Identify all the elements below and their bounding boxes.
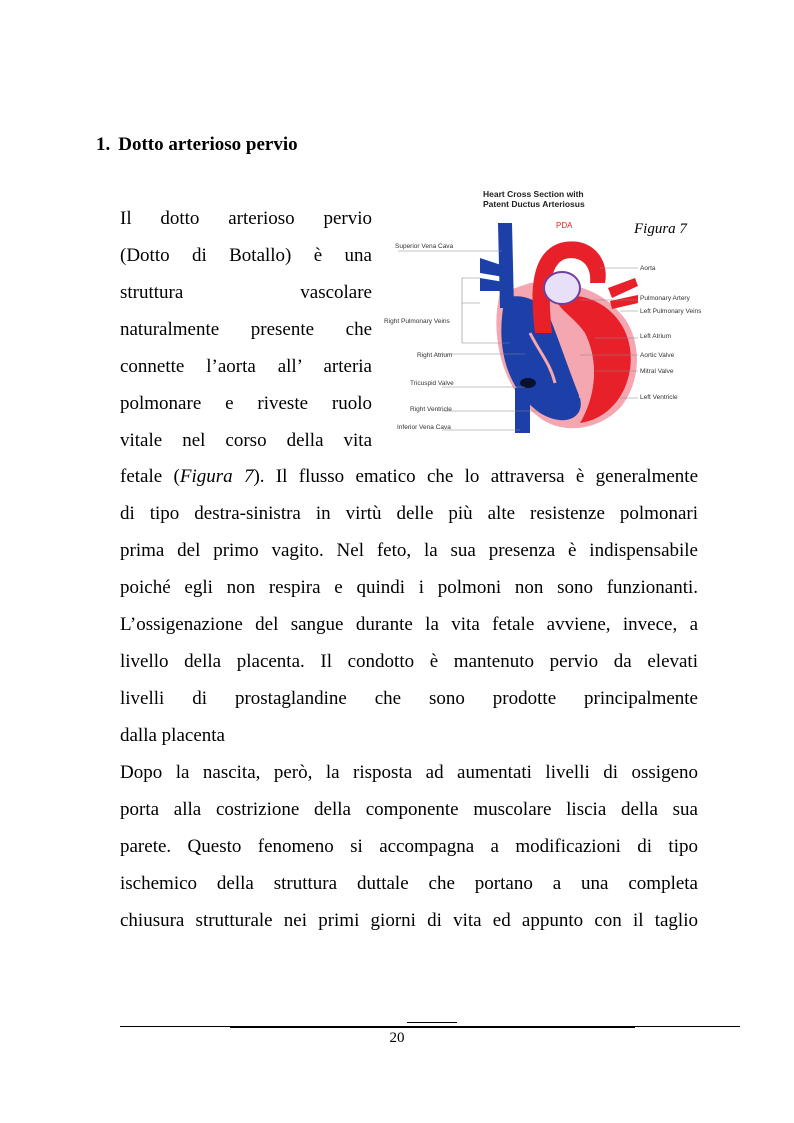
left-pulmonary-veins-shape (608, 278, 638, 309)
text-run: ). Il flusso ematico che lo attraversa è generalmente (253, 466, 698, 487)
section-title: Dotto arterioso pervio (118, 134, 298, 155)
figure-title-line1: Heart Cross Section with (483, 189, 584, 199)
paragraph-line: struttura vascolare (120, 282, 372, 303)
paragraph-line: connette l’aorta all’ arteria (120, 356, 372, 377)
paragraph-line: polmonare e riveste ruolo (120, 393, 372, 414)
paragraph-line: poiché egli non respira e quindi i polmoni non sono funzionanti. (120, 577, 698, 598)
figure-caption: Figura 7 (634, 221, 687, 237)
paragraph-line: naturalmente presente che (120, 319, 372, 340)
label-left-pulmonary-veins: Left Pulmonary Veins (640, 308, 702, 315)
section-number: 1. (96, 134, 111, 155)
paragraph-line: parete. Questo fenomeno si accompagna a modificazioni di tipo (120, 836, 698, 857)
paragraph-line: livello della placenta. Il condotto è mantenuto pervio da elevati (120, 651, 698, 672)
label-right-pulmonary-veins: Right Pulmonary Veins (384, 318, 450, 325)
paragraph-line: prima del primo vagito. Nel feto, la sua presenza è indispensabile (120, 540, 698, 561)
tricuspid-valve-shape (520, 378, 536, 388)
paragraph-line: porta alla costrizione della componente muscolare liscia della sua (120, 799, 698, 820)
paragraph-line: Il dotto arterioso pervio (120, 208, 372, 229)
paragraph-line: vitale nel corso della vita (120, 430, 372, 451)
paragraph-line: chiusura strutturale nei primi giorni di vita ed appunto con il taglio (120, 910, 698, 931)
paragraph-line: ischemico della struttura duttale che portano a una completa (120, 873, 698, 894)
paragraph-line (120, 466, 698, 488)
label-right-atrium: Right Atrium (417, 352, 453, 359)
label-aortic-valve: Aortic Valve (640, 352, 675, 359)
label-left-ventricle: Left Ventricle (640, 394, 678, 401)
paragraph-line: livelli di prostaglandine che sono prodotte principalmente (120, 688, 698, 709)
section-heading (96, 134, 298, 156)
footer-rule-thick (230, 1026, 635, 1028)
page-number: 20 (389, 1030, 405, 1046)
label-right-ventricle: Right Ventricle (410, 406, 452, 413)
pda-label: PDA (556, 221, 573, 230)
label-inferior-vena-cava: Inferior Vena Cava (397, 424, 451, 431)
figure-reference[interactable]: Figura 7 (179, 466, 254, 487)
paragraph-line: di tipo destra-sinistra in virtù delle più alte resistenze polmonari (120, 503, 698, 524)
figure-title-line2: Patent Ductus Arteriosus (483, 199, 585, 209)
paragraph-line: dalla placenta (120, 725, 225, 746)
paragraph-line: L’ossigenazione del sangue durante la vita fetale avviene, invece, a (120, 614, 698, 635)
label-tricuspid-valve: Tricuspid Valve (410, 380, 454, 387)
label-superior-vena-cava: Superior Vena Cava (395, 243, 454, 250)
text-run: fetale ( (120, 466, 180, 487)
paragraph-line: (Dotto di Botallo) è una (120, 245, 372, 266)
inferior-vena-cava-shape (515, 388, 530, 433)
label-pulmonary-artery: Pulmonary Artery (640, 295, 690, 302)
paragraph-line: Dopo la nascita, però, la risposta ad aumentati livelli di ossigeno (120, 762, 698, 783)
label-mitral-valve: Mitral Valve (640, 368, 674, 375)
label-left-atrium: Left Atrium (640, 333, 672, 340)
label-aorta: Aorta (640, 265, 656, 272)
footer-rule-short (407, 1022, 457, 1023)
pulmonary-artery-shape (544, 272, 580, 304)
